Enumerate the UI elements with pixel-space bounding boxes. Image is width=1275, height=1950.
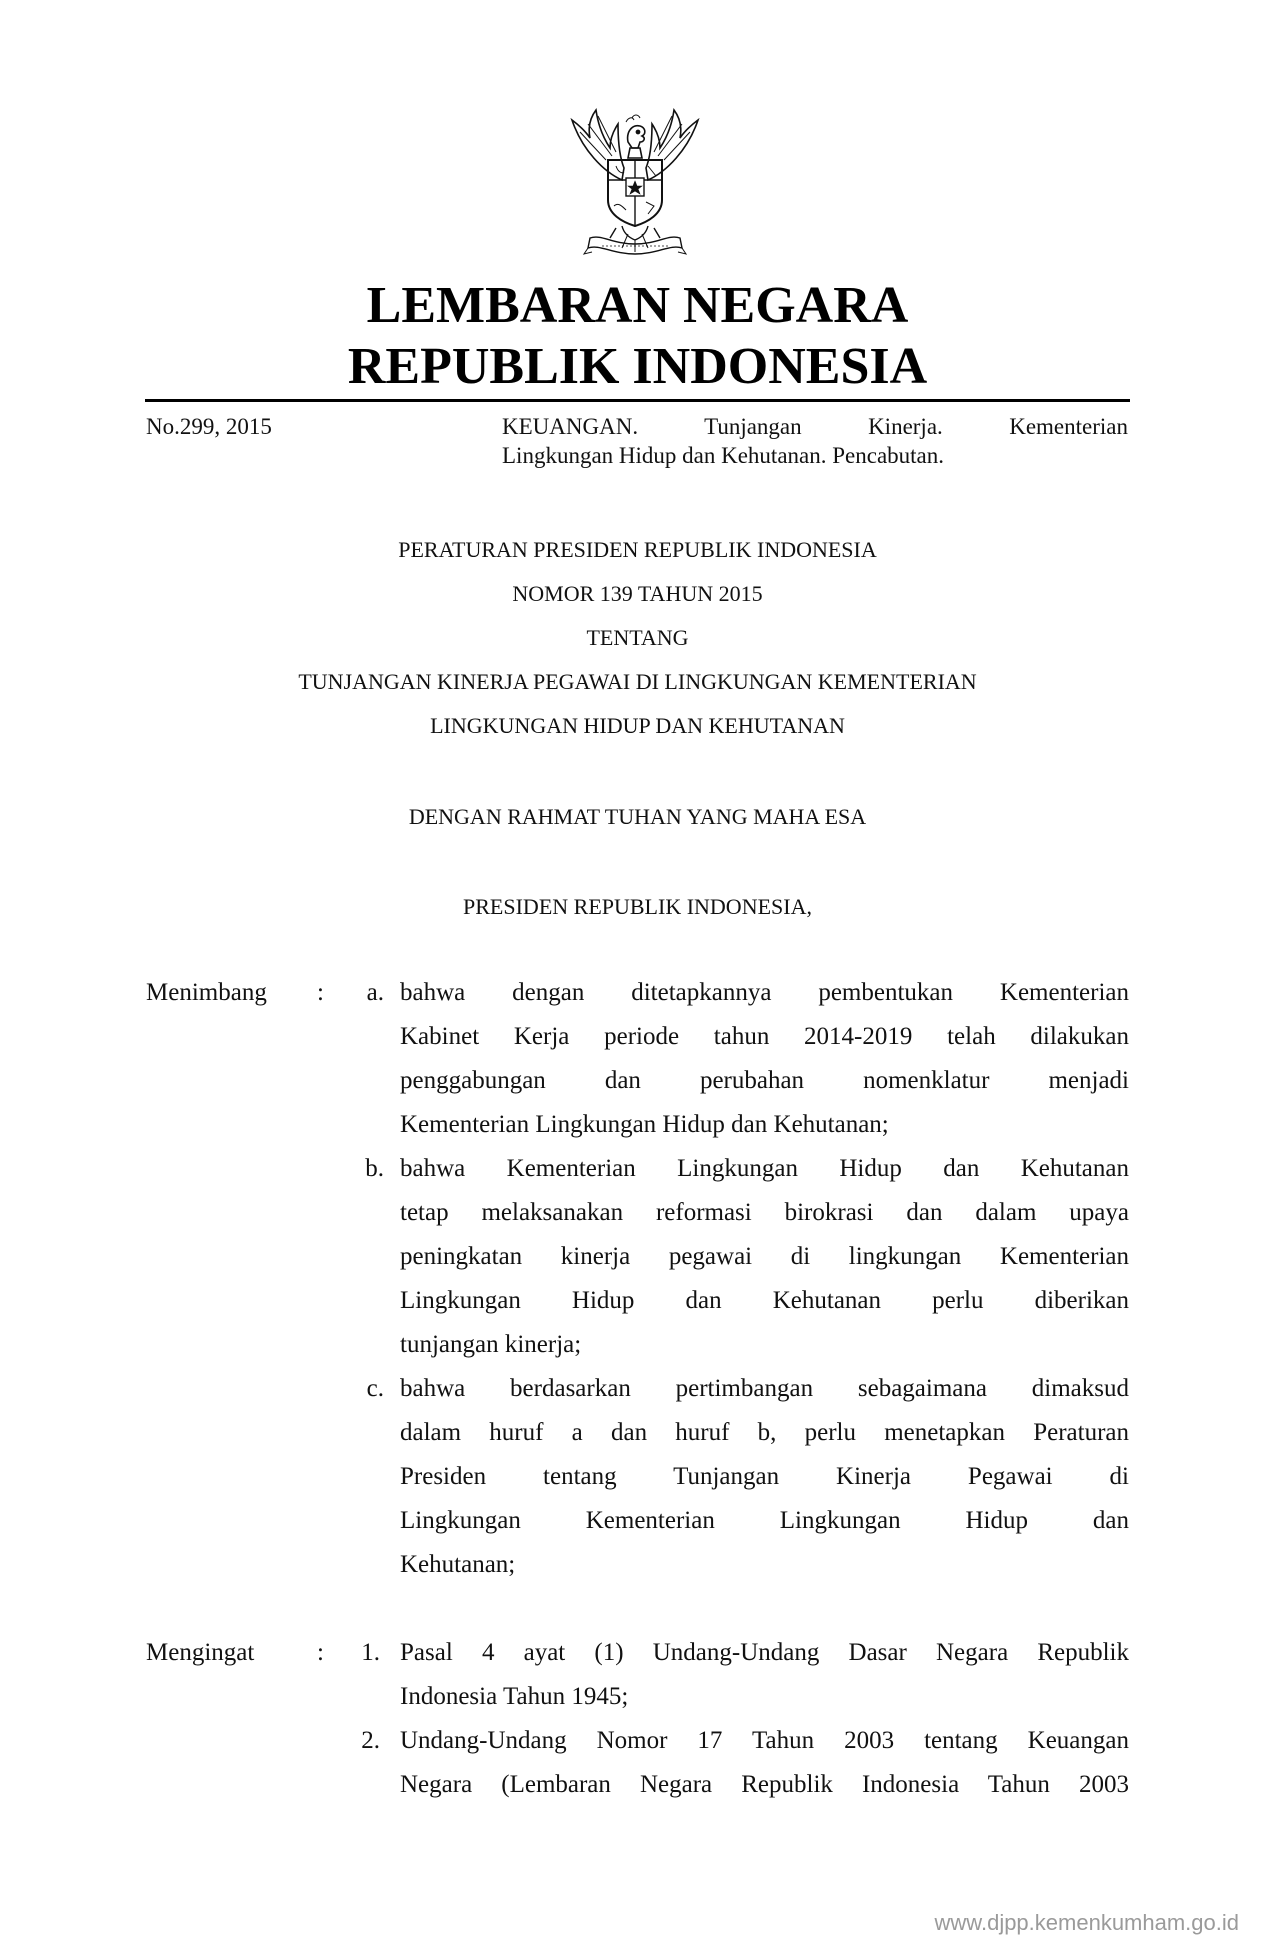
footer-url[interactable]: www.djpp.kemenkumham.go.id [934,1910,1239,1935]
issue-subject-line2: Lingkungan Hidup dan Kehutanan. Pencabutan. [502,443,944,468]
text-line: Pasal 4 ayat (1) Undang-Undang Dasar Negara Republik [400,1639,1129,1666]
mengingat-marker-1: 1. [361,1639,380,1666]
text-line: dalam huruf a dan huruf b, perlu menetapkan Peraturan [400,1419,1129,1446]
text-line: Kehutanan; [400,1551,516,1578]
text-line: Lingkungan Hidup dan Kehutanan perlu diberikan [400,1287,1129,1314]
mengingat-marker-2: 2. [361,1727,380,1754]
menimbang-item-b [400,1147,1129,1367]
text-line: Lingkungan Kementerian Lingkungan Hidup dan [400,1507,1129,1534]
mengingat-label: Mengingat [146,1639,255,1666]
text-line: bahwa Kementerian Lingkungan Hidup dan Kehutanan [400,1155,1129,1182]
text-line: Negara (Lembaran Negara Republik Indonesia Tahun 2003 [400,1771,1129,1798]
regulation-number: NOMOR 139 TAHUN 2015 [512,581,763,606]
menimbang-marker-a: a. [366,979,384,1006]
menimbang-label: Menimbang [146,979,267,1006]
regulation-blessing: DENGAN RAHMAT TUHAN YANG MAHA ESA [408,804,867,829]
garuda-pancasila-icon [552,102,718,268]
menimbang-item-c [400,1367,1129,1587]
masthead-divider [145,399,1130,402]
text-line: Presiden tentang Tunjangan Kinerja Pegawai di [400,1463,1129,1490]
text-line: Indonesia Tahun 1945; [400,1683,629,1710]
issue-subject [502,412,1128,470]
issue-subject-line1: KEUANGAN. Tunjangan Kinerja. Kementerian [502,414,1128,439]
text-line: Undang-Undang Nomor 17 Tahun 2003 tentang Keuangan [400,1727,1129,1754]
masthead-title-line2: REPUBLIK INDONESIA [347,338,928,395]
regulation-tentang: TENTANG [586,625,689,650]
mengingat-colon: : [317,1639,324,1666]
text-line: Kementerian Lingkungan Hidup dan Kehutanan; [400,1111,889,1138]
text-line: bahwa dengan ditetapkannya pembentukan Kementerian [400,979,1129,1006]
mengingat-item-1 [400,1631,1129,1719]
issue-number: No.299, 2015 [146,414,272,439]
text-line: peningkatan kinerja pegawai di lingkungan Kementerian [400,1243,1129,1270]
mengingat-item-2 [400,1719,1129,1807]
regulation-title: PERATURAN PRESIDEN REPUBLIK INDONESIA [398,537,877,562]
regulation-subject-line2: LINGKUNGAN HIDUP DAN KEHUTANAN [430,713,845,738]
menimbang-marker-c: c. [366,1375,384,1402]
menimbang-marker-b: b. [365,1155,384,1182]
menimbang-item-a [400,971,1129,1147]
regulation-subject-line1: TUNJANGAN KINERJA PEGAWAI DI LINGKUNGAN KEMENTERIAN [298,669,977,694]
masthead-title-line1: LEMBARAN NEGARA [366,277,909,334]
regulation-issuer: PRESIDEN REPUBLIK INDONESIA, [463,894,812,919]
text-line: tunjangan kinerja; [400,1331,582,1358]
menimbang-colon: : [317,979,324,1006]
text-line: bahwa berdasarkan pertimbangan sebagaimana dimaksud [400,1375,1129,1402]
text-line: tetap melaksanakan reformasi birokrasi dan dalam upaya [400,1199,1129,1226]
text-line: Kabinet Kerja periode tahun 2014-2019 telah dilakukan [400,1023,1129,1050]
text-line: penggabungan dan perubahan nomenklatur menjadi [400,1067,1129,1094]
